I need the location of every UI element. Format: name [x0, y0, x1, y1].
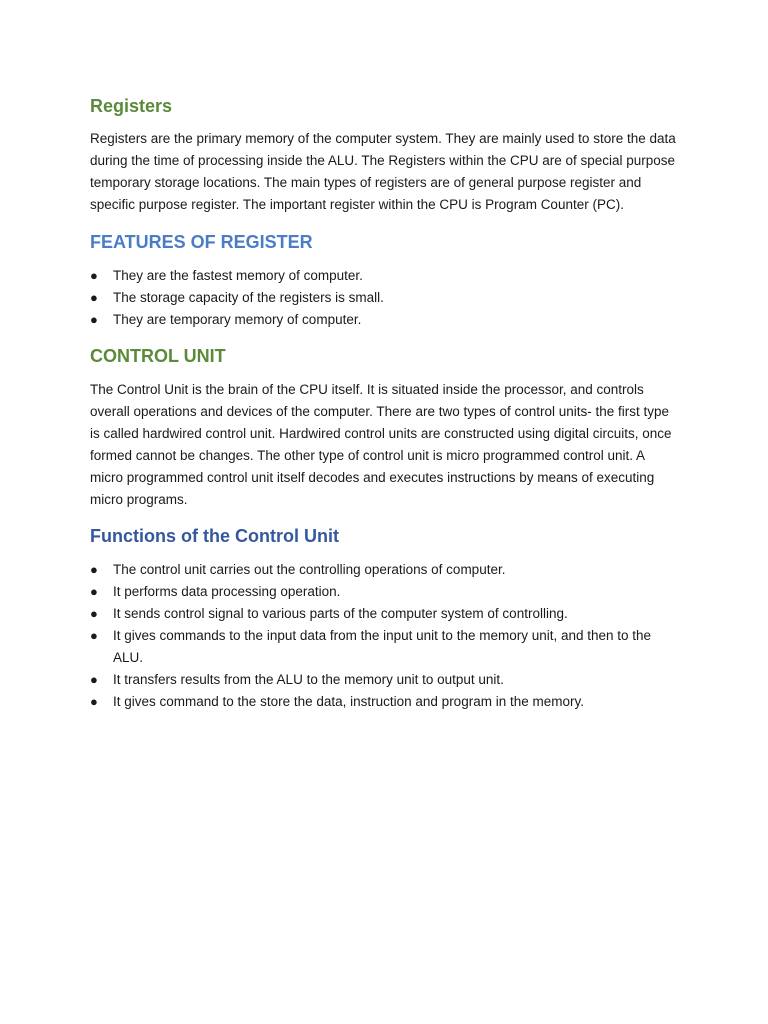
section-heading-functions-of-control-unit: Functions of the Control Unit [90, 526, 339, 546]
bullet-icon: ● [90, 562, 98, 577]
bullet-icon: ● [90, 628, 98, 643]
section-heading-registers: Registers [90, 96, 173, 116]
list-item: ● It sends control signal to various parts of the computer system of controlling. [90, 603, 678, 625]
list-item: ● It gives command to the store the data, instruction and program in the memory. [90, 691, 678, 713]
list-item: ● The storage capacity of the registers is small. [90, 287, 678, 309]
features-list [90, 265, 678, 331]
list-item: ● They are the fastest memory of computer. [90, 265, 678, 287]
bullet-icon: ● [90, 584, 98, 599]
bullet-icon: ● [90, 312, 98, 327]
section-heading-features-of-register: FEATURES OF REGISTER [90, 232, 313, 252]
control-unit-paragraph: The Control Unit is the brain of the CPU itself. It is situated inside the processor, and controls overall operations and devices of the computer. There are two types of control units- the first type is called hardwired control unit. Hardwired control units are constructed using digital circuits, once formed cannot be changes. The other type of control unit is micro programmed control unit. A micro programmed control unit itself decodes and executes instructions by means of executing micro programs. [90, 382, 672, 507]
bullet-icon: ● [90, 672, 98, 687]
bullet-icon: ● [90, 694, 98, 709]
list-item: ● The control unit carries out the controlling operations of computer. [90, 559, 678, 581]
list-item: ● They are temporary memory of computer. [90, 309, 678, 331]
bullet-icon: ● [90, 268, 98, 283]
registers-paragraph: Registers are the primary memory of the computer system. They are mainly used to store the data during the time of processing inside the ALU. The Registers within the CPU are of special purpose temporary storage locations. The main types of registers are of general purpose register and specific purpose register. The important register within the CPU is Program Counter (PC). [90, 131, 676, 212]
functions-list [90, 559, 678, 713]
bullet-icon: ● [90, 606, 98, 621]
list-item: ● It performs data processing operation. [90, 581, 678, 603]
list-item: ● It transfers results from the ALU to the memory unit to output unit. [90, 669, 678, 691]
section-heading-control-unit: CONTROL UNIT [90, 346, 226, 366]
bullet-icon: ● [90, 290, 98, 305]
list-item: ● It gives commands to the input data from the input unit to the memory unit, and then to the ALU. [90, 625, 678, 669]
